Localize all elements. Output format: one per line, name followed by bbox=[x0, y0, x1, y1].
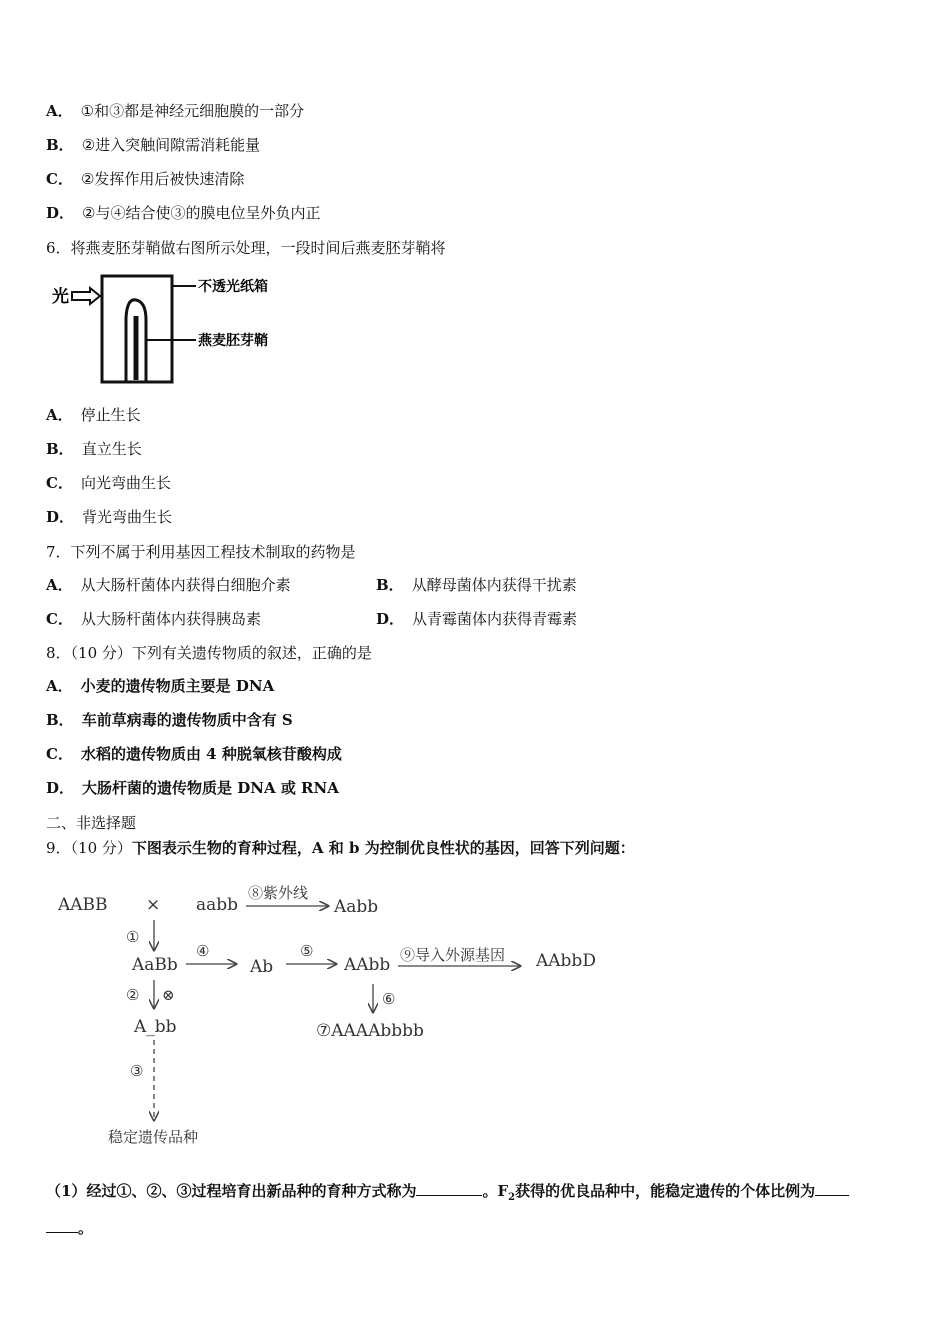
option-label: D． bbox=[376, 610, 405, 628]
q5-option-b bbox=[46, 135, 260, 155]
step4-label: ④ bbox=[196, 942, 210, 960]
light-label: 光 bbox=[52, 287, 69, 307]
q5-option-c bbox=[46, 169, 244, 189]
sub1-text-2: 。F bbox=[482, 1182, 509, 1200]
option-label: C． bbox=[46, 170, 73, 188]
option-text: ①和③都是神经元细胞膜的一部分 bbox=[80, 102, 305, 120]
option-label: C． bbox=[46, 745, 73, 763]
option-label: B． bbox=[376, 576, 404, 594]
option-text: 从大肠杆菌体内获得白细胞介素 bbox=[80, 576, 291, 594]
option-label: D． bbox=[46, 204, 75, 222]
question-text: 下图表示生物的育种过程，A 和 b 为控制优良性状的基因，回答下列问题： bbox=[131, 839, 635, 857]
q7-option-a bbox=[46, 576, 291, 594]
answer-blank-2-start[interactable] bbox=[815, 1181, 849, 1196]
option-label: A． bbox=[46, 406, 73, 424]
q7-options-row-1 bbox=[46, 575, 926, 595]
option-text: ②发挥作用后被快速清除 bbox=[80, 170, 245, 188]
sub1-text-3: 获得的优良品种中，能稳定遗传的个体比例为 bbox=[515, 1182, 816, 1200]
coleoptile-label: 燕麦胚芽鞘 bbox=[198, 333, 268, 349]
cross-symbol: × bbox=[146, 895, 161, 915]
q7-option-c bbox=[46, 610, 261, 628]
question-text: 下列有关遗传物质的叙述，正确的是 bbox=[131, 644, 372, 662]
answer-blank-2-end[interactable] bbox=[46, 1218, 78, 1233]
q5-option-a bbox=[46, 101, 304, 121]
q6-option-d bbox=[46, 507, 172, 527]
q8-option-b bbox=[46, 710, 293, 730]
q8-option-a bbox=[46, 676, 274, 696]
option-text: 大肠杆菌的遗传物质是 DNA 或 RNA bbox=[82, 779, 339, 797]
q6-option-c bbox=[46, 473, 171, 493]
option-text: 小麦的遗传物质主要是 DNA bbox=[80, 677, 275, 695]
breeding-diagram bbox=[50, 880, 610, 1150]
option-label: D． bbox=[46, 779, 75, 797]
genotype-aabb-dh: AAbb bbox=[344, 955, 391, 975]
q9-stem bbox=[46, 838, 635, 858]
step9-label: ⑨导入外源基因 bbox=[400, 946, 506, 964]
genotype-aaaabbbb: ⑦AAAAbbbb bbox=[316, 1021, 424, 1041]
q5-option-d bbox=[46, 203, 320, 223]
option-text: 直立生长 bbox=[81, 440, 142, 458]
option-label: A． bbox=[46, 576, 73, 594]
q8-stem bbox=[46, 643, 372, 663]
genotype-aabb-cap: AABB bbox=[58, 895, 108, 915]
genotype-aabbd: AAbbD bbox=[536, 951, 596, 971]
option-text: 停止生长 bbox=[80, 406, 141, 424]
sub1-end: 。 bbox=[78, 1219, 94, 1237]
option-label: D． bbox=[46, 508, 75, 526]
option-text: ②进入突触间隙需消耗能量 bbox=[81, 136, 261, 154]
option-text: 车前草病毒的遗传物质中含有 S bbox=[81, 711, 293, 729]
q9-sub1-line bbox=[46, 1181, 849, 1208]
q8-option-c bbox=[46, 744, 342, 764]
option-label: B． bbox=[46, 136, 74, 154]
q9-sub1-line-2 bbox=[46, 1218, 93, 1238]
genotype-a-bb: A_bb bbox=[134, 1017, 177, 1037]
q7-option-d bbox=[376, 609, 577, 629]
option-text: 水稻的遗传物质由 4 种脱氧核苷酸构成 bbox=[80, 745, 342, 763]
question-score: （10 分） bbox=[70, 644, 132, 662]
step6-label: ⑥ bbox=[382, 990, 396, 1008]
option-text: 向光弯曲生长 bbox=[80, 474, 171, 492]
coleoptile-figure bbox=[50, 272, 290, 390]
q7-options-row-2 bbox=[46, 609, 926, 629]
q6-option-a bbox=[46, 405, 141, 425]
step1-label: ① bbox=[126, 928, 140, 946]
option-text: 从大肠杆菌体内获得胰岛素 bbox=[80, 610, 261, 628]
step2-label: ② bbox=[126, 986, 140, 1004]
option-text: 背光弯曲生长 bbox=[82, 508, 173, 526]
option-label: C． bbox=[46, 474, 73, 492]
genotype-aabb-mutant: Aabb bbox=[334, 897, 379, 917]
q8-option-d bbox=[46, 778, 339, 798]
option-label: A． bbox=[46, 677, 73, 695]
answer-blank-1[interactable] bbox=[416, 1181, 482, 1196]
sub1-subscript: 2 bbox=[508, 1192, 516, 1203]
q7-option-b bbox=[376, 575, 577, 595]
sub1-text-1: 经过①、②、③过程培育出新品种的育种方式称为 bbox=[86, 1182, 417, 1200]
option-text: ②与④结合使③的膜电位呈外负内正 bbox=[82, 204, 321, 222]
option-label: B． bbox=[46, 711, 74, 729]
option-text: 从青霉菌体内获得青霉素 bbox=[412, 610, 578, 628]
question-number: 9． bbox=[46, 839, 71, 857]
q6-option-b bbox=[46, 439, 142, 459]
step5-label: ⑤ bbox=[300, 942, 314, 960]
section-title: 二、非选择题 bbox=[46, 814, 137, 832]
question-number: 8． bbox=[46, 644, 71, 662]
step3-label: ③ bbox=[130, 1062, 144, 1080]
q7-stem: 7．下列不属于利用基因工程技术制取的药物是 bbox=[46, 543, 356, 561]
selfing-symbol: ⊗ bbox=[162, 986, 175, 1004]
option-text: 从酵母菌体内获得干扰素 bbox=[411, 576, 577, 594]
stable-variety-label: 稳定遗传品种 bbox=[108, 1128, 199, 1146]
option-label: A． bbox=[46, 102, 73, 120]
option-label: C． bbox=[46, 610, 73, 628]
q6-stem: 6．将燕麦胚芽鞘做右图所示处理，一段时间后燕麦胚芽鞘将 bbox=[46, 239, 446, 257]
genotype-aabb: aabb bbox=[196, 895, 239, 915]
sub1-label: （1） bbox=[46, 1182, 87, 1200]
genotype-ab: Ab bbox=[250, 957, 274, 977]
step8-label: ⑧紫外线 bbox=[248, 884, 309, 902]
box-label: 不透光纸箱 bbox=[198, 279, 268, 295]
light-arrow-icon bbox=[72, 288, 100, 304]
genotype-aabb-f1: AaBb bbox=[132, 955, 178, 975]
question-score: （10 分） bbox=[70, 839, 132, 857]
option-label: B． bbox=[46, 440, 74, 458]
